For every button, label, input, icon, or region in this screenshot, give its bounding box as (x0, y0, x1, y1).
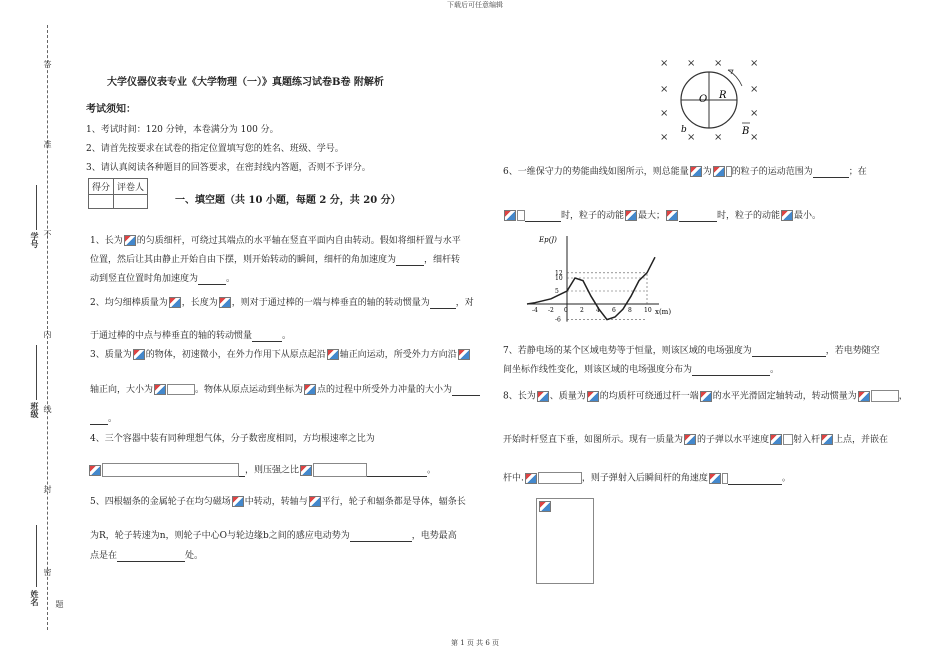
formula-image (327, 349, 339, 360)
score-table (88, 178, 148, 209)
svg-text:×: × (660, 58, 669, 69)
x-tick-label: 6 (612, 307, 616, 314)
answer-blank[interactable] (90, 415, 108, 425)
svg-text:×: × (660, 132, 669, 143)
answer-blank[interactable] (813, 168, 849, 178)
question-8-line: 杆中. ，则子弹射入后瞬间杆的角速度 。 (503, 473, 791, 484)
score-header: 得分 (89, 179, 114, 195)
svg-text:×: × (750, 108, 759, 119)
formula-box (871, 390, 899, 402)
question-4-line: ，则压强之比 。 (88, 463, 436, 477)
potential-energy-chart (515, 232, 680, 322)
formula-image (219, 297, 231, 308)
field-label: B (742, 126, 750, 137)
formula-image (169, 297, 181, 308)
section-heading: 一、填空题（共 10 小题，每题 2 分，共 20 分） (175, 195, 401, 206)
svg-text:×: × (750, 84, 759, 95)
notice-item: 3、请认真阅读各种题目的回答要求，在密封线内答题，否则不予评分。 (86, 163, 371, 173)
x-tick-label: -4 (532, 307, 538, 314)
exam-title: 大学仪器仪表专业《大学物理（一）》真题练习试卷B卷 附解析 (107, 77, 384, 88)
x-tick-label: 8 (628, 307, 632, 314)
formula-image (458, 349, 470, 360)
question-7-line: 7、若静电场的某个区域电势等于恒量，则该区域的电场强度为 ，若电势随空 (503, 346, 880, 356)
question-3-line: 。 (90, 413, 117, 425)
x-tick-label: 4 (596, 307, 600, 314)
y-tick-label: -6 (555, 316, 561, 322)
answer-blank[interactable] (350, 532, 412, 542)
answer-blank[interactable] (692, 366, 770, 376)
formula-box (102, 463, 239, 477)
class-label: 班级 (30, 402, 40, 418)
question-2-line: 2、均匀细棒质量为 ，长度为 ，则对于通过棒的一端与棒垂直的轴的转动惯量为 ，对 (90, 298, 474, 308)
margin-char: 答 (43, 60, 52, 68)
student-id-line (36, 185, 37, 230)
question-4-line: 4、三个容器中装有同种理想气体，分子数密度相同，方均根速率之比为 (90, 434, 375, 444)
margin-char: 线 (43, 405, 52, 413)
margin-char: 准 (43, 140, 52, 148)
formula-image (587, 391, 599, 402)
question-5-line: 点是在 处。 (90, 551, 204, 561)
formula-image (504, 210, 516, 221)
edge-point-label: b (681, 125, 687, 135)
formula-image (124, 235, 136, 246)
question-3-line: 轴正向，大小为 。物体从原点运动到坐标为 点的过程中所受外力冲量的大小为 (90, 384, 480, 396)
formula-image (713, 166, 725, 177)
margin-char: 题 (55, 600, 64, 608)
student-id-label: 学号 (30, 232, 40, 248)
answer-blank[interactable] (252, 332, 282, 342)
formula-image (625, 210, 637, 221)
notice-item: 2、请首先按要求在试卷的指定位置填写您的姓名、班级、学号。 (86, 144, 344, 154)
question-1-line: 位置，然后让其由静止开始自由下摆，则开始转动的瞬间，细杆的角加速度为 ，细杆转 (90, 255, 461, 265)
question-6-line: 6、一维保守力的势能曲线如图所示，则总能量 为 的粒子的运动范围为 ；在 (503, 167, 867, 177)
rod-figure-placeholder (536, 498, 594, 584)
figure-image (539, 501, 551, 512)
answer-blank[interactable] (752, 347, 826, 357)
notice-heading: 考试须知： (86, 104, 136, 115)
formula-image (666, 210, 678, 221)
energy-curve (527, 257, 655, 319)
binding-dashed-line (47, 25, 48, 630)
svg-text:×: × (714, 132, 723, 143)
answer-blank[interactable] (452, 386, 480, 396)
answer-blank[interactable] (396, 256, 424, 266)
question-1-line: 1、长为 的匀质细杆，可绕过其端点的水平轴在竖直平面内自由转动。假如将细杆置与水平 (90, 236, 461, 246)
y-tick-label: 10 (555, 275, 563, 282)
question-6-line: 时，粒子的动能 最大； 时，粒子的动能 最小。 (503, 210, 821, 222)
header-note: 下载后可任意编辑 (447, 1, 503, 9)
question-8-line: 8、长为 、质量为 的均质杆可绕通过杆一端 的水平光滑固定轴转动，转动惯量为 ， (503, 391, 908, 402)
formula-image (537, 391, 549, 402)
formula-image (133, 349, 145, 360)
svg-text:×: × (750, 58, 759, 69)
question-1-line: 动到竖直位置时角加速度为 。 (90, 274, 236, 284)
margin-char: 封 (43, 485, 52, 493)
rotation-arrow (728, 70, 742, 86)
formula-image (709, 473, 721, 484)
y-tick-label: 5 (555, 288, 559, 295)
rotating-wheel-figure (652, 52, 770, 144)
question-7-line: 间坐标作线性变化，则该区域的电场强度分布为 。 (503, 365, 780, 375)
answer-blank[interactable] (198, 275, 226, 285)
formula-image (781, 210, 793, 221)
answer-blank[interactable] (728, 475, 782, 485)
formula-image (525, 473, 537, 484)
formula-box (783, 434, 793, 445)
question-8-line: 开始时杆竖直下垂，如图所示。现有一质量为 的子弹以水平速度 射入杆 上点，并嵌在 (503, 435, 889, 445)
question-2-line: 于通过棒的中点与棒垂直的轴的转动惯量 。 (90, 331, 292, 341)
grader-header: 评卷人 (114, 179, 148, 195)
x-axis-label: x(m) (655, 308, 672, 316)
answer-blank[interactable] (117, 552, 185, 562)
formula-image (684, 434, 696, 445)
question-3-line: 3、质量为 的物体，初速微小，在外力作用下从原点起沿 轴正向运动，所受外力方向沿 (90, 349, 471, 361)
margin-char: 不 (43, 230, 52, 238)
formula-image (154, 384, 166, 395)
question-5-line: 为R，轮子转速为n，则轮子中心O与轮边缘b之间的感应电动势为 ，电势最高 (90, 531, 457, 541)
formula-image (89, 465, 101, 476)
formula-box (538, 472, 582, 484)
y-tick-label: 12 (555, 269, 563, 277)
svg-text:×: × (714, 58, 723, 69)
answer-blank[interactable] (430, 299, 456, 309)
margin-char: 密 (43, 568, 52, 576)
page-footer: 第 1 页 共 6 页 (450, 639, 500, 647)
formula-box (313, 463, 367, 477)
x-tick-label: 10 (644, 307, 652, 314)
formula-image (821, 434, 833, 445)
name-label: 姓名 (30, 590, 40, 606)
answer-blank[interactable] (525, 212, 561, 222)
formula-image (300, 465, 312, 476)
notice-item: 1、考试时间：120 分钟，本卷满分为 100 分。 (86, 125, 279, 135)
answer-blank[interactable] (679, 212, 717, 222)
formula-image (700, 391, 712, 402)
x-tick-label: 0 (564, 307, 568, 314)
question-5-line: 5、四根辐条的金属轮子在均匀磁场 中转动，转轴与 平行，轮子和辐条都是导体，辐条长 (90, 497, 466, 507)
svg-text:×: × (660, 108, 669, 119)
name-line (36, 525, 37, 587)
formula-image (858, 391, 870, 402)
svg-text:×: × (687, 132, 696, 143)
x-tick-label: -2 (548, 307, 554, 314)
formula-image (770, 434, 782, 445)
answer-blank[interactable] (367, 467, 427, 477)
formula-box (167, 384, 195, 395)
margin-char: 内 (43, 330, 52, 338)
class-line (36, 345, 37, 400)
y-axis-label: Ep(J) (539, 236, 557, 244)
radius-label: R (719, 90, 727, 101)
svg-text:×: × (750, 132, 759, 143)
svg-text:×: × (660, 84, 669, 95)
formula-image (304, 384, 316, 395)
formula-image (690, 166, 702, 177)
svg-text:×: × (687, 58, 696, 69)
x-tick-label: 2 (580, 307, 584, 314)
formula-image (309, 496, 321, 507)
formula-image (232, 496, 244, 507)
center-label: O (699, 94, 708, 105)
formula-box (517, 210, 525, 221)
